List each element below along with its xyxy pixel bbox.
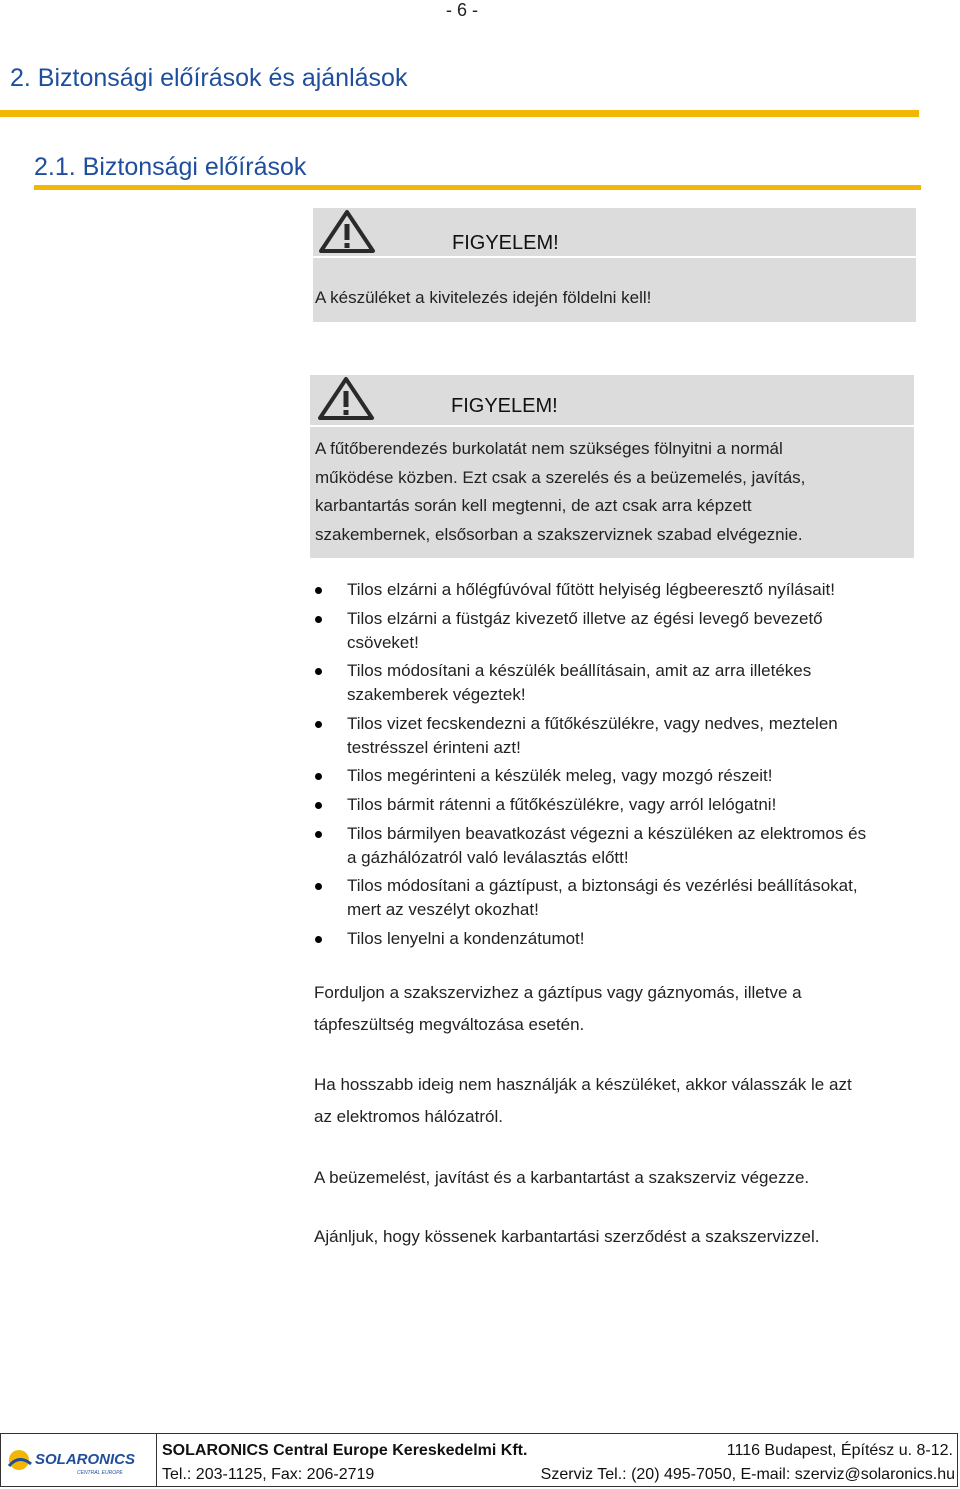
footer-company: SOLARONICS Central Europe Kereskedelmi Kft. <box>162 1442 528 1459</box>
paragraph-maintenance-contract <box>314 1221 924 1253</box>
list-item-line: Tilos megérinteni a készülék meleg, vagy mozgó részeit! <box>347 766 773 786</box>
warning-text <box>315 435 911 550</box>
footer-phone: Tel.: 203-1125, Fax: 206-2719 <box>162 1466 375 1483</box>
list-item-line: mert az veszélyt okozhat! <box>347 900 539 920</box>
footer-address: 1116 Budapest, Építész u. 8-12. <box>726 1442 953 1459</box>
paragraph-line: Forduljon a szakszervizhez a gáztípus vagy gáznyomás, illetve a <box>314 983 802 1002</box>
bullet-icon <box>315 616 322 623</box>
warning-title: FIGYELEM! <box>452 232 559 254</box>
bullet-icon <box>315 773 322 780</box>
bullet-icon <box>315 831 322 838</box>
list-item-line: Tilos elzárni a hőlégfúvóval fűtött helyiség légbeeresztő nyílásait! <box>347 580 835 599</box>
subsection-heading: 2.1. Biztonsági előírások <box>34 153 307 181</box>
list-item <box>314 927 934 951</box>
list-item-line: Tilos módosítani a gáztípust, a biztonsági és vezérlési beállításokat, <box>347 876 858 896</box>
paragraph-commissioning <box>314 1162 924 1194</box>
bullet-icon <box>315 668 322 675</box>
footer-service-contact: Szerviz Tel.: (20) 495-7050, E-mail: szerviz@solaronics.hu <box>540 1466 955 1483</box>
paragraph-line: tápfeszültség megváltozása esetén. <box>314 1015 585 1034</box>
paragraph-line: A beüzemelést, javítást és a karbantartást a szakszerviz végezze. <box>314 1168 810 1187</box>
logo-subtext: CENTRAL EUROPE <box>77 1470 123 1476</box>
list-item <box>314 764 934 788</box>
paragraph-line: Ha hosszabb ideig nem használják a készüléket, akkor válasszák le azt <box>314 1075 852 1094</box>
paragraph-service-contact <box>314 977 924 1041</box>
list-item-line: Tilos módosítani a készülék beállításain, amit az arra illetékes <box>347 661 812 681</box>
prohibitions-list <box>314 578 934 955</box>
bullet-icon <box>315 587 322 594</box>
warning-text-line: A fűtőberendezés burkolatát nem szükséges fölnyitni a normál <box>315 439 783 458</box>
warning-box-divider <box>313 256 916 258</box>
bullet-icon <box>315 936 322 943</box>
subsection-divider <box>34 185 921 190</box>
list-item <box>314 793 934 817</box>
bullet-icon <box>315 802 322 809</box>
warning-text: A készüléket a kivitelezés idején földelni kell! <box>315 288 652 307</box>
warning-triangle-icon <box>317 376 375 420</box>
list-item <box>314 607 934 655</box>
page-number: - 6 - <box>446 0 479 20</box>
list-item-line: szakemberek végeztek! <box>347 685 526 705</box>
bullet-icon <box>315 883 322 890</box>
warning-box-grounding <box>313 208 916 322</box>
list-item-line: Tilos lenyelni a kondenzátumot! <box>347 928 585 948</box>
list-item <box>314 712 934 760</box>
page-footer <box>0 1433 958 1487</box>
list-item-line: testrésszel érinteni azt! <box>347 737 521 757</box>
list-item-line: Tilos vizet fecskendezni a fűtőkészülékre, vagy nedves, meztelen <box>347 713 838 733</box>
logo-text: SOLARONICS <box>35 1451 136 1468</box>
solaronics-logo <box>5 1440 153 1480</box>
list-item <box>314 659 934 707</box>
list-item-line: Tilos bármilyen beavatkozást végezni a készüléken az elektromos és <box>347 823 867 843</box>
footer-divider <box>156 1434 157 1486</box>
warning-title: FIGYELEM! <box>451 395 558 417</box>
list-item-line: Tilos bármit rátenni a fűtőkészülékre, vagy arról lelógatni! <box>347 794 777 814</box>
list-item-line: a gázhálózatról való leválasztás előtt! <box>347 847 629 867</box>
warning-text-line: működése közben. Ezt csak a szerelés és a beüzemelés, javítás, <box>315 467 806 487</box>
list-item-line: csöveket! <box>347 632 419 652</box>
warning-text-line: karbantartás során kell megtenni, de azt csak arra képzett <box>315 496 752 516</box>
paragraph-disconnect <box>314 1069 924 1133</box>
list-item <box>314 874 934 922</box>
warning-box-divider <box>310 425 914 427</box>
warning-triangle-icon <box>318 209 376 253</box>
section-divider <box>0 110 919 117</box>
list-item <box>314 578 934 602</box>
list-item-line: Tilos elzárni a füstgáz kivezető illetve az égési levegő bevezető <box>347 608 823 628</box>
warning-box-casing <box>310 375 914 558</box>
list-item <box>314 822 934 870</box>
warning-text-line: szakembernek, elsősorban a szakszerviznek szabad elvégeznie. <box>315 525 803 545</box>
paragraph-line: az elektromos hálózatról. <box>314 1107 503 1126</box>
bullet-icon <box>315 721 322 728</box>
paragraph-line: Ajánljuk, hogy kössenek karbantartási szerződést a szakszervizzel. <box>314 1227 820 1246</box>
section-heading: 2. Biztonsági előírások és ajánlások <box>10 64 408 92</box>
